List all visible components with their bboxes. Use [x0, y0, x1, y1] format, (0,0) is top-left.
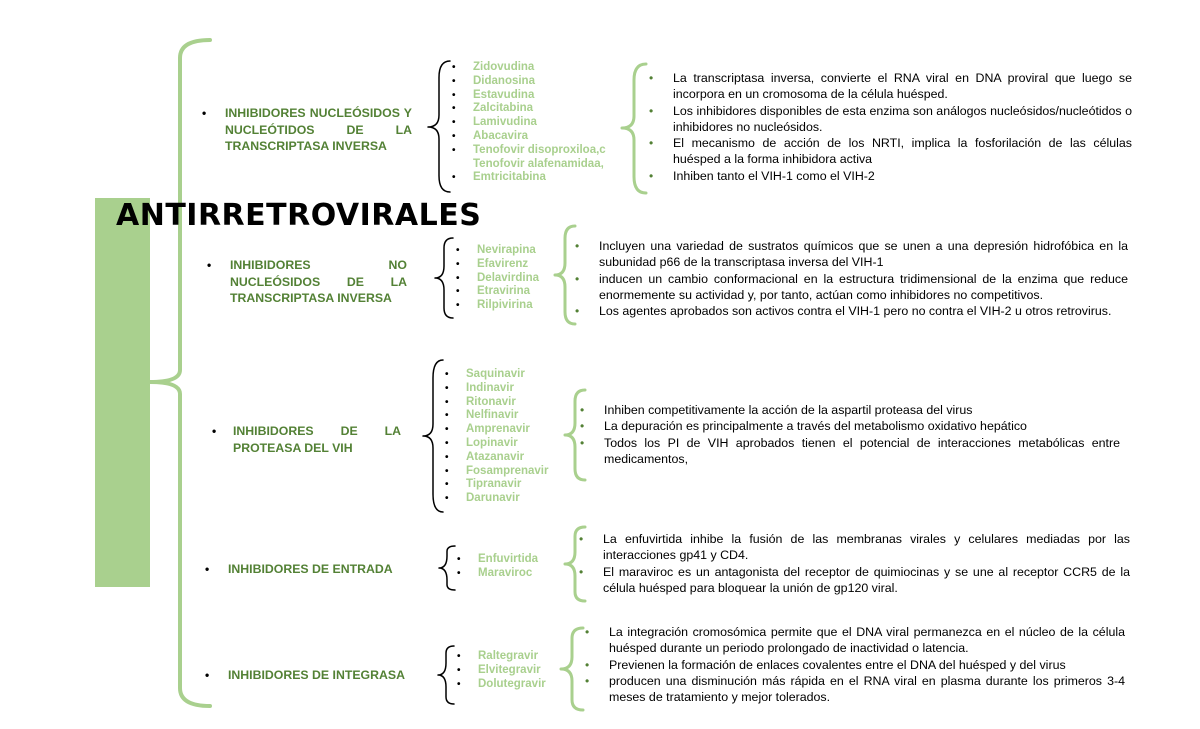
drug-item: • Etravirina [456, 285, 539, 299]
drug-list-nnrti [456, 244, 539, 313]
category-nrti [202, 105, 412, 155]
main-title: ANTIRRETROVIRALES [116, 198, 482, 233]
drug-item: • Nelfinavir [445, 409, 548, 423]
description-item: • Los agentes aprobados son activos contra el VIH-1 pero no contra el VIH-2 u otros retrovirus. [575, 303, 1128, 319]
description-item: • producen una disminución más rápida en el RNA viral en plasma durante los primeros 3-4 meses de tratamiento y mejor tolerados. [585, 673, 1125, 706]
drug-item: • Lopinavir [445, 437, 548, 451]
drug-item: • Nevirapina [456, 244, 539, 258]
desc-brace-nnrti [555, 226, 575, 324]
drug-item: • Raltegravir [457, 650, 546, 664]
drug-item: • Efavirenz [456, 258, 539, 272]
drug-item: • Enfuvirtida [457, 553, 538, 567]
description-list-integrasa [585, 624, 1125, 705]
bullet-icon: • [212, 424, 217, 438]
drug-list-entrada [457, 553, 538, 581]
title-bar [95, 198, 150, 587]
category-label: INHIBIDORES DE ENTRADA [228, 562, 393, 576]
description-item: • El mecanismo de acción de los NRTI, implica la fosforilación de las células huésped a la forma inhibidora activa [649, 135, 1132, 168]
drug-item: • Dolutegravir [457, 678, 546, 692]
category-label: INHIBIDORES NUCLEÓSIDOS Y NUCLEÓTIDOS DE LA TRANSCRIPTASA INVERSA [225, 106, 412, 153]
drug-item: • Estavudina [452, 89, 630, 103]
description-item: • El maraviroc es un antagonista del receptor de quimiocinas y se une al receptor CCR5 de la célula huésped para bloquear la unión de gp120 viral. [579, 564, 1130, 597]
bullet-icon: • [207, 258, 212, 272]
drug-brace-entrada [439, 546, 455, 590]
drug-list-nrti [452, 61, 630, 185]
description-list-nrti [649, 70, 1132, 184]
drug-item: • Tipranavir [445, 478, 548, 492]
description-item: • La depuración es principalmente a través del metabolismo oxidativo hepático [580, 418, 1120, 434]
drug-item: • Fosamprenavir [445, 465, 548, 479]
category-label: INHIBIDORES DE LA PROTEASA DEL VIH [233, 424, 401, 455]
bullet-icon: • [205, 668, 210, 682]
drug-item: • Zalcitabina [452, 102, 630, 116]
description-item: • inducen un cambio conformacional en la estructura tridimensional de la enzima que reduce enormemente su actividad y, por tanto, actúan como inhibidores no competitivos. [575, 271, 1128, 304]
category-entrada [205, 561, 415, 578]
drug-item: • Emtricitabina [452, 171, 630, 185]
drug-item: • Ritonavir [445, 396, 548, 410]
desc-brace-integrasa [561, 628, 583, 710]
drug-item: • Atazanavir [445, 451, 548, 465]
drug-item: • Maraviroc [457, 567, 538, 581]
description-item: • Los inhibidores disponibles de esta enzima son análogos nucleósidos/nucleótidos o inhibidores no nucleósidos. [649, 103, 1132, 136]
description-item: • Incluyen una variedad de sustratos químicos que se unen a una depresión hidrofóbica en la subunidad p66 de la transcriptasa inversa del VIH-1 [575, 238, 1128, 271]
description-item: • La enfuvirtida inhibe la fusión de las membranas virales y celulares mediadas por las interacciones gp41 y CD4. [579, 531, 1130, 564]
description-item: • La integración cromosómica permite que el DNA viral permanezca en el núcleo de la célula huésped durante un periodo prolongado de inactividad o latencia. [585, 624, 1125, 657]
drug-item: • Amprenavir [445, 423, 548, 437]
drug-list-integrasa [457, 650, 546, 691]
drug-item: • Elvitegravir [457, 664, 546, 678]
main-brace [150, 40, 210, 706]
bullet-icon: • [205, 562, 210, 576]
drug-item: • Rilpivirina [456, 299, 539, 313]
category-integrasa [205, 667, 420, 684]
description-item: • La transcriptasa inversa, convierte el RNA viral en DNA proviral que luego se incorpora en un cromosoma de la célula huésped. [649, 70, 1132, 103]
drug-list-protease [445, 368, 548, 506]
drug-brace-protease [423, 360, 443, 512]
drug-item: • Delavirdina [456, 272, 539, 286]
description-item: • Todos los PI de VIH aprobados tienen el potencial de interacciones metabólicas entre medicamentos, [580, 435, 1120, 468]
category-nnrti [207, 257, 407, 307]
description-clip [575, 238, 1128, 329]
drug-item: • Indinavir [445, 382, 548, 396]
bullet-icon: • [202, 106, 207, 120]
drug-brace-nrti [428, 61, 450, 192]
category-label: INHIBIDORES NO NUCLEÓSIDOS DE LA TRANSCRIPTASA INVERSA [230, 258, 407, 305]
drug-brace-nnrti [435, 238, 453, 318]
drug-brace-integrasa [438, 646, 454, 704]
drug-item: • Saquinavir [445, 368, 548, 382]
category-label: INHIBIDORES DE INTEGRASA [228, 668, 405, 682]
drug-item: • Zidovudina [452, 61, 630, 75]
description-list-protease [580, 402, 1120, 467]
description-list-nnrti [575, 238, 1128, 319]
drug-item: • Abacavira [452, 130, 630, 144]
drug-item: • Tenofovir disoproxiloa,c Tenofovir alafenamidaa, [452, 144, 630, 172]
drug-item: • Darunavir [445, 492, 548, 506]
description-item: • Inhiben tanto el VIH-1 como el VIH-2 [649, 168, 1132, 184]
description-item: • Previenen la formación de enlaces covalentes entre el DNA del huésped y del virus [585, 657, 1125, 673]
drug-item: • Lamivudina [452, 116, 630, 130]
drug-item: • Didanosina [452, 75, 630, 89]
description-item: • Inhiben competitivamente la acción de la aspartil proteasa del virus [580, 402, 1120, 418]
description-list-entrada [579, 531, 1130, 596]
category-protease [212, 423, 401, 456]
